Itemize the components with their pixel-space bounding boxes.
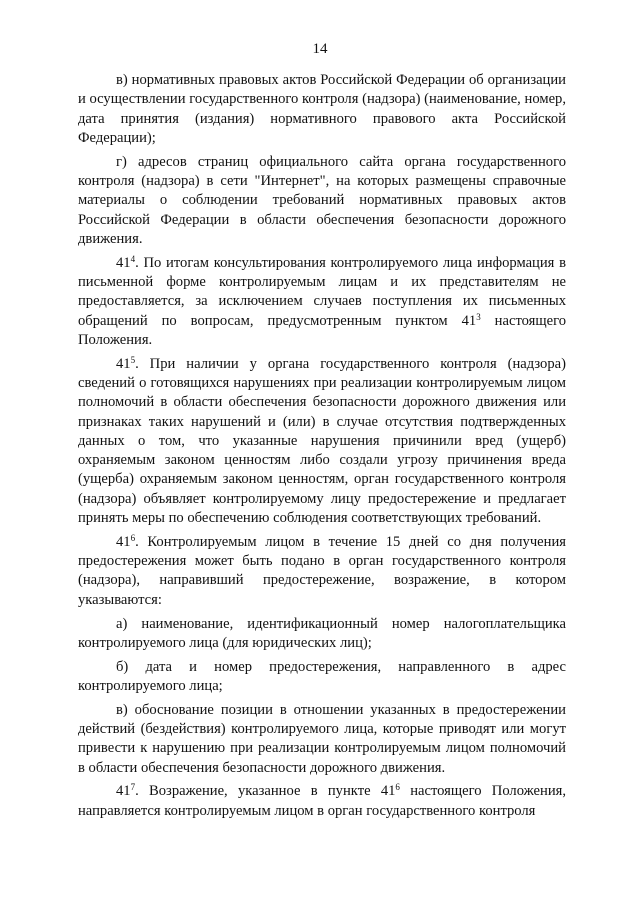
text-run: . Контролируемым лицом в течение 15 дней со дня получения предостережения может быть подано в орган государственного контроля (надзора), направивший предостережение, возражение, в котором указываются:	[78, 533, 566, 608]
text-run: в) нормативных правовых актов Российской Федерации об организации и осуществлении государственного контроля (надзора) (наименование, номер, дата принятия (издания) нормативного правового акта Российской Федерации);	[78, 72, 566, 146]
paragraph	[78, 254, 566, 350]
text-run: . По итогам консультирования контролируемого лица информация в письменной форме контролируемым лицам и их представителям не предоставляется, за исключением случаев поступления их письменных обращений по вопросам, предусмотренным пунктом 41	[78, 254, 566, 329]
text-run: 41	[116, 533, 131, 550]
paragraph	[78, 153, 566, 249]
paragraph	[78, 71, 566, 148]
page-number: 14	[312, 41, 328, 57]
paragraph	[78, 355, 566, 529]
paragraph	[78, 658, 566, 697]
text-run: 41	[116, 355, 131, 372]
text-run: 41	[116, 254, 131, 271]
paragraph	[78, 701, 566, 778]
text-run: г) адресов страниц официального сайта органа государственного контроля (надзора) в сети "Интернет", на которых размещены справочные материалы о соблюдении требований нормативных правовых актов Российской Федерации в области обеспечения безопасности дорожного движения.	[78, 153, 566, 247]
text-run: в) обоснование позиции в отношении указанных в предостережении действий (бездействия) контролируемого лица, которые приводят или могут привести к нарушению при реализации контролируемым лицом полномочий в области обеспечения безопасности дорожного движения.	[78, 701, 566, 776]
text-run: 41	[116, 783, 131, 800]
text-run: . Возражение, указанное в пункте 41	[135, 783, 396, 800]
superscript: 3	[476, 311, 481, 322]
superscript: 5	[130, 354, 136, 365]
text-run: а) наименование, идентификационный номер налогоплательщика контролируемого лица (для юридических лиц);	[78, 615, 566, 651]
superscript: 4	[130, 253, 136, 264]
text-run: . При наличии у органа государственного контроля (надзора) сведений о готовящихся нарушениях при реализации контролируемым лицом полномочий в области обеспечения безопасности дорожного движения или признаках таких нарушений и (или) в случае отсутствия подтвержденных данных о том, что указанные нарушения причинили вред (ущерб) охраняемым законом ценностям либо создали угрозу причинения вреда (ущерба) охраняемым законом ценностям, орган государственного контроля (надзора) объявляет контролируемому лицу предостережение и предлагает принять меры по обеспечению соблюдения соответствующих требований.	[78, 355, 566, 527]
superscript: 7	[130, 782, 136, 793]
superscript: 6	[130, 532, 136, 543]
text-run: настоящего Положения, направляется контролируемым лицом в орган государственного контроля	[78, 783, 566, 819]
paragraph	[78, 615, 566, 654]
paragraph	[78, 782, 566, 821]
text-run: настоящего Положения.	[78, 312, 566, 348]
text-run: б) дата и номер предостережения, направленного в адрес контролируемого лица;	[78, 658, 566, 694]
superscript: 6	[395, 782, 400, 793]
paragraph	[78, 533, 566, 610]
document-body	[78, 71, 566, 825]
